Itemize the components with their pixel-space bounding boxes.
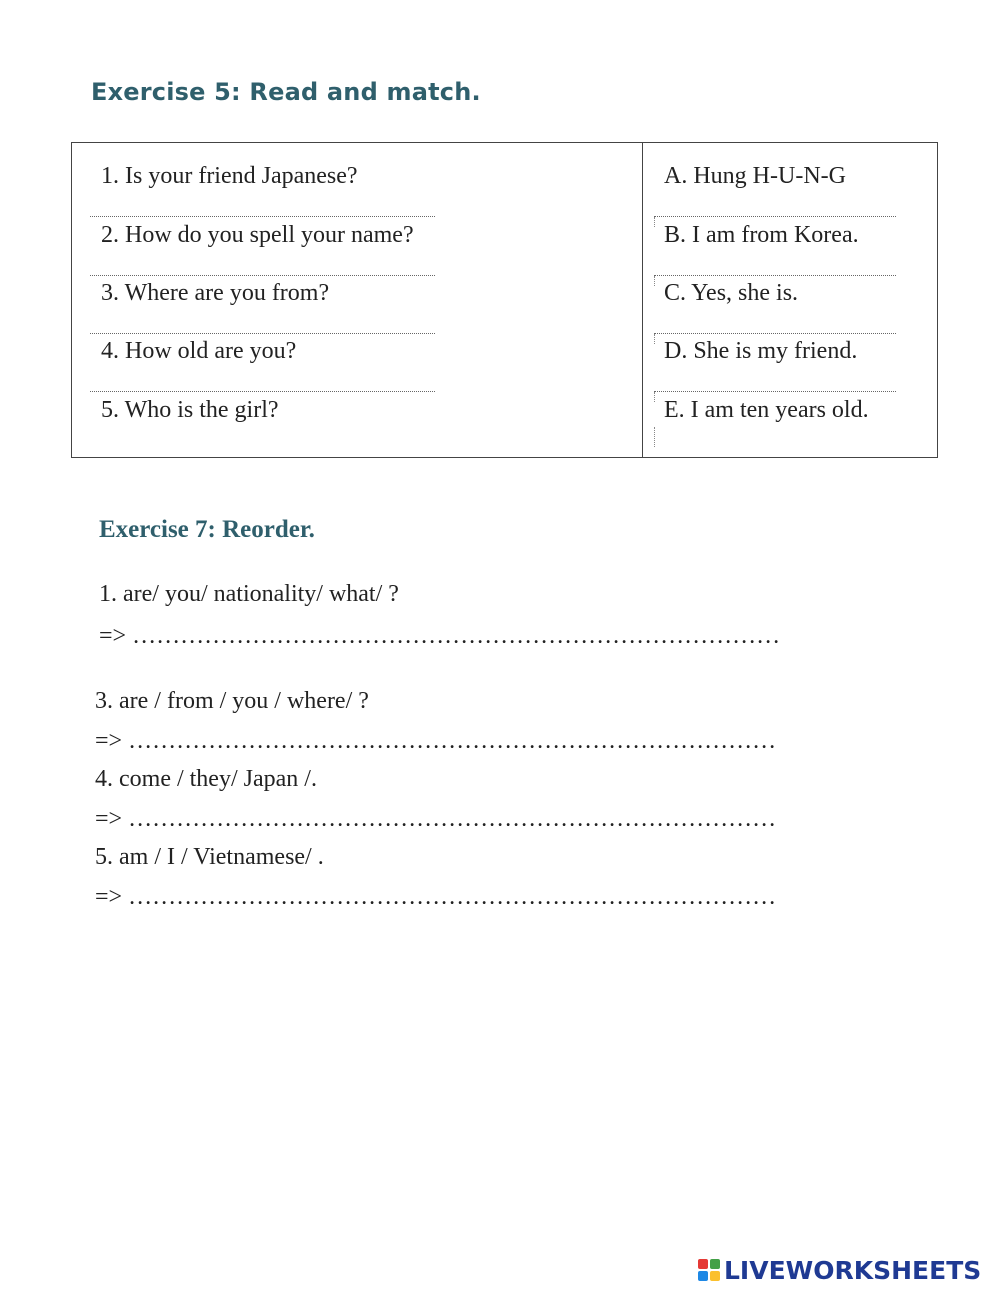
answer-separator [654, 216, 896, 217]
cell-edge-dots [654, 392, 655, 402]
question-3: 3. Where are you from? [101, 280, 330, 306]
reorder-answer-line-5[interactable]: => ……………………………………………………………………… [95, 884, 777, 910]
answer-c: C. Yes, she is. [664, 280, 799, 306]
answer-b: B. I am from Korea. [664, 222, 859, 248]
answer-separator [654, 333, 896, 334]
cell-edge-dots [654, 427, 655, 447]
exercise-7-title: Exercise 7: Reorder. [99, 516, 315, 543]
reorder-answer-line-4[interactable]: => ……………………………………………………………………… [95, 806, 777, 832]
reorder-prompt-3: 3. are / from / you / where/ ? [95, 688, 369, 714]
question-separator [90, 391, 435, 392]
answer-e: E. I am ten years old. [664, 397, 869, 423]
reorder-prompt-5: 5. am / I / Vietnamese/ . [95, 844, 324, 870]
reorder-answer-line-1[interactable]: => ……………………………………………………………………… [99, 623, 781, 649]
answer-d: D. She is my friend. [664, 338, 858, 364]
question-separator [90, 216, 435, 217]
question-4: 4. How old are you? [101, 338, 297, 364]
logo-grid-icon [698, 1259, 720, 1281]
reorder-answer-line-3[interactable]: => ……………………………………………………………………… [95, 728, 777, 754]
cell-edge-dots [654, 334, 655, 344]
question-1: 1. Is your friend Japanese? [101, 163, 358, 189]
question-separator [90, 333, 435, 334]
reorder-prompt-1: 1. are/ you/ nationality/ what/ ? [99, 581, 399, 607]
reorder-prompt-4: 4. come / they/ Japan /. [95, 766, 317, 792]
answer-separator [654, 391, 896, 392]
question-2: 2. How do you spell your name? [101, 222, 414, 248]
logo-square-blue [698, 1271, 708, 1281]
cell-edge-dots [654, 276, 655, 286]
logo-text: LIVEWORKSHEETS [724, 1255, 982, 1285]
answer-a: A. Hung H-U-N-G [664, 163, 846, 189]
exercise-5-title: Exercise 5: Read and match. [91, 78, 481, 106]
logo-square-yellow [710, 1271, 720, 1281]
liveworksheets-logo [698, 1255, 981, 1285]
cell-edge-dots [654, 217, 655, 227]
logo-square-green [710, 1259, 720, 1269]
question-separator [90, 275, 435, 276]
logo-square-red [698, 1259, 708, 1269]
table-divider [642, 143, 643, 457]
answer-separator [654, 275, 896, 276]
match-table [71, 142, 938, 458]
question-5: 5. Who is the girl? [101, 397, 279, 423]
